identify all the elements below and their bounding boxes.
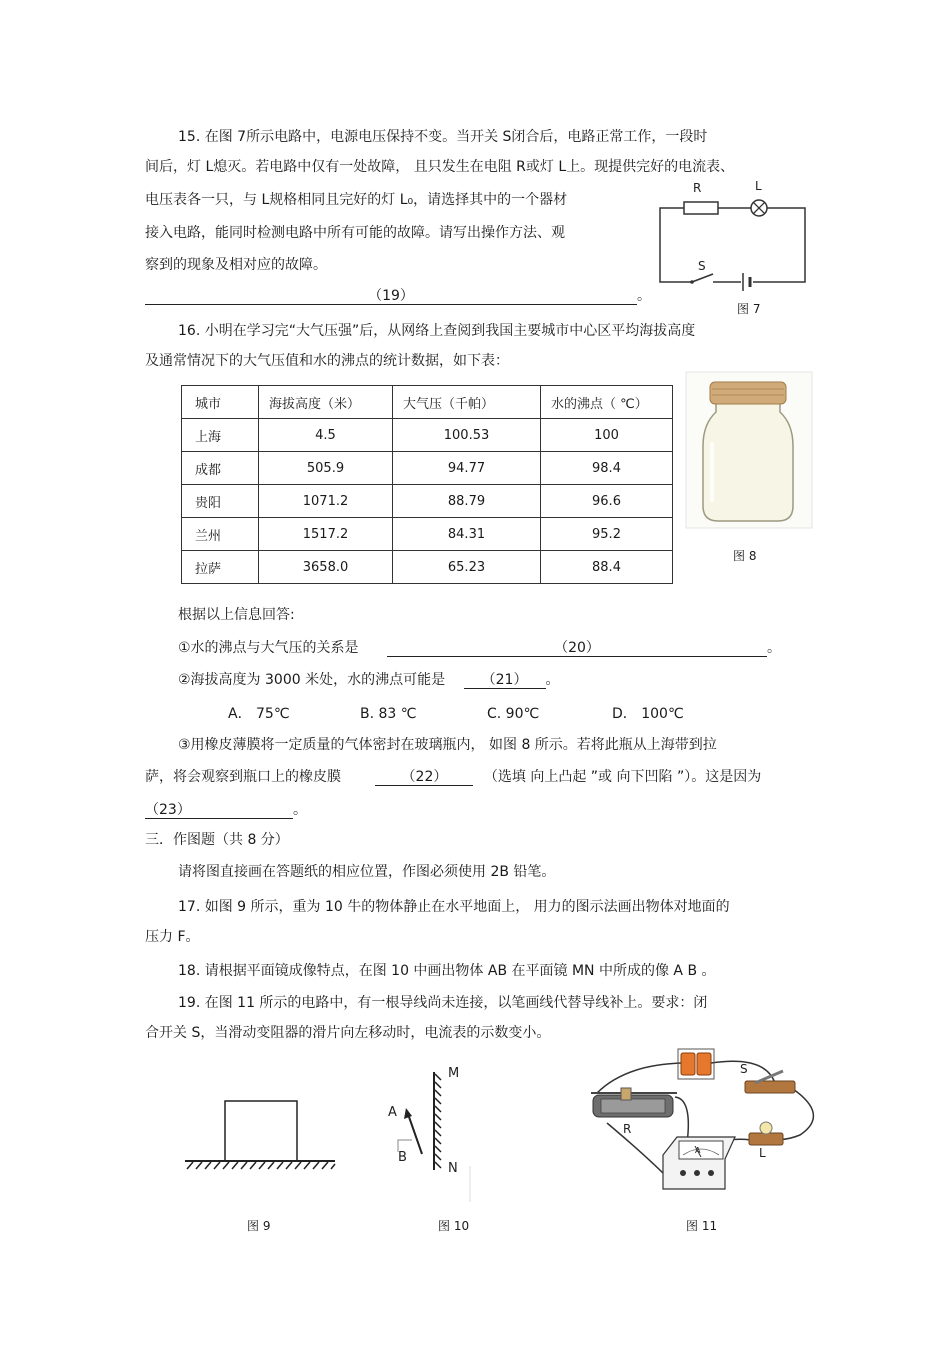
blank-23[interactable]: （23） (145, 801, 293, 819)
figure-8-caption: 图 8 (733, 549, 757, 563)
option-c[interactable]: C. 90℃ (487, 706, 540, 722)
answer-q2-text: ②海拔高度为 3000 米处，水的沸点可能是 (178, 672, 446, 688)
resistor-r (684, 202, 718, 214)
answer-q1 (178, 639, 781, 657)
q15-line-2: 间后，灯 L熄灭。若电路中仅有一处故障， 且只发生在电阻 R或灯 L上。现提供完好的电流表、 (145, 159, 735, 175)
battery-1 (681, 1053, 695, 1075)
switch-gap (691, 278, 713, 286)
object-ab (408, 1114, 422, 1154)
rheostat-slider (621, 1088, 631, 1100)
q15-answer-line (145, 287, 651, 305)
cell-pressure: 84.31 (393, 518, 541, 551)
label-l: L (759, 1146, 766, 1160)
section-3-title: 三．作图题（共 8 分） (145, 832, 289, 848)
answer-q3-line-2 (145, 768, 761, 786)
option-a[interactable]: A． 75℃ (228, 706, 290, 722)
cell-pressure: 65.23 (393, 551, 541, 584)
q15-line-1: 15. 在图 7所示电路中，电源电压保持不变。当开关 S闭合后，电路正常工作，一段时 (178, 129, 708, 145)
label-m: M (448, 1066, 460, 1081)
jar-lid (710, 382, 786, 404)
answer-q1-end: 。 (767, 640, 782, 656)
figure-9-caption: 图 9 (247, 1219, 271, 1233)
figure-8-jar (686, 372, 812, 528)
answer-intro: 根据以上信息回答: (178, 607, 295, 623)
cell-altitude: 1517.2 (259, 518, 393, 551)
figure-10-caption: 图 10 (438, 1219, 470, 1233)
cell-altitude: 1071.2 (259, 485, 393, 518)
table-header-row (182, 386, 673, 419)
answer-q2 (178, 671, 560, 689)
label-n: N (448, 1161, 458, 1176)
wire-battery-to-rheostat (597, 1063, 681, 1093)
mirror-hatching (435, 1074, 441, 1168)
table-row (182, 419, 673, 452)
cell-altitude: 505.9 (259, 452, 393, 485)
cell-boiling-point: 98.4 (541, 452, 673, 485)
blank-22[interactable]: （22） (375, 768, 473, 786)
table-row (182, 452, 673, 485)
option-d[interactable]: D． 100℃ (612, 706, 684, 722)
ammeter-terminal-3 (708, 1170, 714, 1176)
q19-line-2: 合开关 S，当滑动变阻器的滑片向左移动时，电流表的示数变小。 (145, 1025, 551, 1041)
ammeter-terminal-1 (680, 1170, 686, 1176)
figure-10-mirror (384, 1062, 474, 1202)
answer-q3-text-a: 萨，将会观察到瓶口上的橡皮膜 (145, 769, 341, 785)
table-row (182, 485, 673, 518)
wire-switch-to-lamp (775, 1089, 813, 1140)
cell-city: 贵阳 (182, 485, 259, 518)
header-altitude: 海拔高度（米） (259, 386, 393, 419)
q16-line-2: 及通常情况下的大气压值和水的沸点的统计数据，如下表： (145, 353, 509, 369)
q18-line-1: 18. 请根据平面镜成像特点，在图 10 中画出物体 AB 在平面镜 MN 中所成的像 A B 。 (178, 963, 716, 979)
cell-boiling-point: 95.2 (541, 518, 673, 551)
blank-21[interactable]: （21） (464, 671, 546, 689)
answer-q2-end: 。 (545, 672, 560, 688)
object-arrowhead (404, 1108, 412, 1119)
answer-q3-line-1: ③用橡皮薄膜将一定质量的气体密封在玻璃瓶内， 如图 8 所示。若将此瓶从上海带到拉 (178, 737, 717, 753)
cell-pressure: 100.53 (393, 419, 541, 452)
ammeter-terminal-2 (694, 1170, 700, 1176)
header-city: 城市 (182, 386, 259, 419)
rheostat-coil (601, 1099, 665, 1113)
cell-pressure: 88.79 (393, 485, 541, 518)
blank-20[interactable]: （20） (387, 639, 767, 657)
figure-9-block (183, 1098, 339, 1174)
option-b[interactable]: B. 83 ℃ (360, 706, 417, 722)
figure-11-caption: 图 11 (686, 1219, 718, 1233)
q15-end: 。 (637, 288, 651, 304)
section-3-instruction: 请将图直接画在答题纸的相应位置，作图必须使用 2B 铅笔。 (178, 864, 556, 880)
cell-boiling-point: 88.4 (541, 551, 673, 584)
cell-boiling-point: 100 (541, 419, 673, 452)
cell-pressure: 94.77 (393, 452, 541, 485)
label-s: S (698, 259, 706, 273)
lamp-base (749, 1133, 783, 1145)
header-pressure: 大气压（千帕） (393, 386, 541, 419)
cell-altitude: 4.5 (259, 419, 393, 452)
q19-line-1: 19. 在图 11 所示的电路中，有一根导线尚未连接，以笔画线代替导线补上。要求：闭 (178, 995, 708, 1011)
lamp-bulb (760, 1122, 772, 1134)
q15-line-5: 察到的现象及相对应的故障。 (145, 257, 327, 273)
q17-line-1: 17. 如图 9 所示，重为 10 牛的物体静止在水平地面上， 用力的图示法画出物体对地面的 (178, 899, 730, 915)
cell-city: 拉萨 (182, 551, 259, 584)
wire-rheostat-bottom (607, 1123, 667, 1177)
label-a: A (388, 1105, 397, 1120)
answer-q3-line-3 (145, 801, 307, 819)
city-data-table (181, 385, 673, 584)
cell-altitude: 3658.0 (259, 551, 393, 584)
table-row (182, 551, 673, 584)
header-boiling-point: 水的沸点（ ℃） (541, 386, 673, 419)
q15-line-3: 电压表各一只，与 L规格相同且完好的灯 L₀，请选择其中的一个器材 (145, 192, 568, 208)
blank-19[interactable]: （19） (145, 287, 637, 305)
cell-boiling-point: 96.6 (541, 485, 673, 518)
q15-line-4: 接入电路，能同时检测电路中所有可能的故障。请写出操作方法、观 (145, 225, 565, 241)
label-r: R (693, 181, 702, 195)
ground-hatching (187, 1162, 335, 1169)
answer-q3-end: 。 (293, 802, 307, 818)
label-b: B (398, 1150, 407, 1165)
block (225, 1101, 297, 1161)
cell-city: 成都 (182, 452, 259, 485)
answer-q3-text-b: （选填 向上凸起 ”或 向下凹陷 ”）。这是因为 (483, 769, 762, 785)
figure-7-circuit (655, 178, 815, 298)
figure-11-circuit (585, 1045, 835, 1205)
q16-line-1: 16. 小明在学习完“大气压强”后，从网络上查阅到我国主要城市中心区平均海拔高度 (178, 323, 696, 339)
switch-base (745, 1081, 795, 1093)
q17-line-2: 压力 F。 (145, 929, 200, 945)
table-row (182, 518, 673, 551)
battery-2 (697, 1053, 711, 1075)
cell-city: 上海 (182, 419, 259, 452)
answer-q1-text: ①水的沸点与大气压的关系是 (178, 640, 359, 656)
cell-city: 兰州 (182, 518, 259, 551)
label-l: L (755, 179, 762, 193)
label-s: S (740, 1062, 748, 1076)
figure-7-caption: 图 7 (737, 302, 761, 316)
jar-body (703, 402, 793, 521)
circuit-wire-frame (660, 208, 805, 282)
label-a: A (695, 1146, 701, 1155)
label-r: R (623, 1122, 632, 1136)
